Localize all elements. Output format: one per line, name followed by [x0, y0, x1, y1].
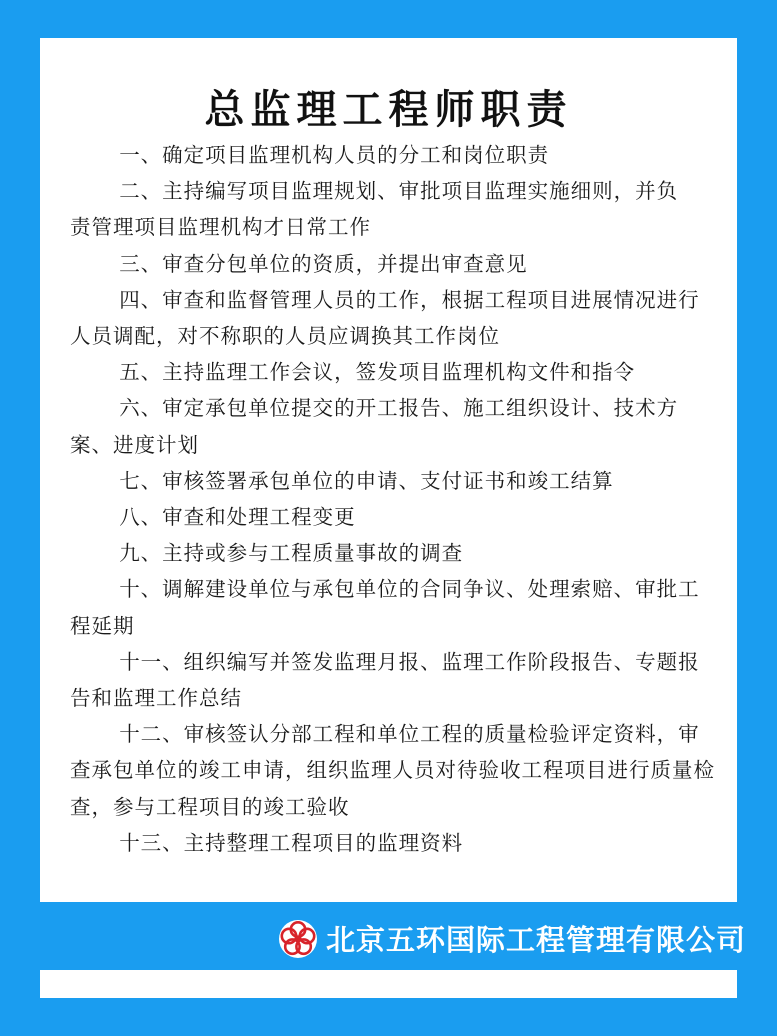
duty-list: [70, 137, 720, 861]
duty-item: 二、主持编写项目监理规划、审批项目监理实施细则，并负 责管理项目监理机构才日常工作: [70, 179, 700, 240]
duty-item: 九、主持或参与工程质量事故的调查: [119, 541, 464, 566]
duty-item: 一、确定项目监理机构人员的分工和岗位职责: [119, 143, 550, 167]
duty-item: 三、审查分包单位的资质，并提出审查意见: [119, 251, 528, 276]
duty-item: 十三、主持整理工程项目的监理资料: [119, 830, 464, 855]
duty-item: 十二、审核签认分部工程和单位工程的质量检验评定资料，审查承包单位的竣工申请，组织监理人员对待验收工程项目进行质量检查，参与工程项目的竣工验收: [70, 722, 715, 819]
duty-item: 六、审定承包单位提交的开工报告、施工组织设计、技术方 案、进度计划: [70, 396, 679, 457]
page-title: 总监理工程师职责: [204, 87, 573, 133]
duty-item: 五、主持监理工作会议，签发项目监理机构文件和指令: [119, 360, 636, 385]
duty-item: 四、审查和监督管理人员的工作，根据工程项目进展情况进行人员调配，对不称职的人员应调换其工作岗位: [70, 287, 700, 349]
bottom-strip: [40, 970, 737, 998]
duty-item: 十一、组织编写并签发监理月报、监理工作阶段报告、专题报告和监理工作总结: [70, 649, 700, 711]
five-ring-flower-logo-icon: [278, 919, 318, 959]
duty-item: 八、审查和处理工程变更: [119, 505, 356, 530]
company-name: 北京五环国际工程管理有限公司: [326, 923, 747, 957]
duty-item: 十、调解建设单位与承包单位的合同争议、处理索赔、审批工程延期: [70, 577, 700, 638]
duty-item: 七、审核签署承包单位的申请、支付证书和竣工结算: [119, 468, 614, 493]
company-branding: [278, 918, 746, 959]
